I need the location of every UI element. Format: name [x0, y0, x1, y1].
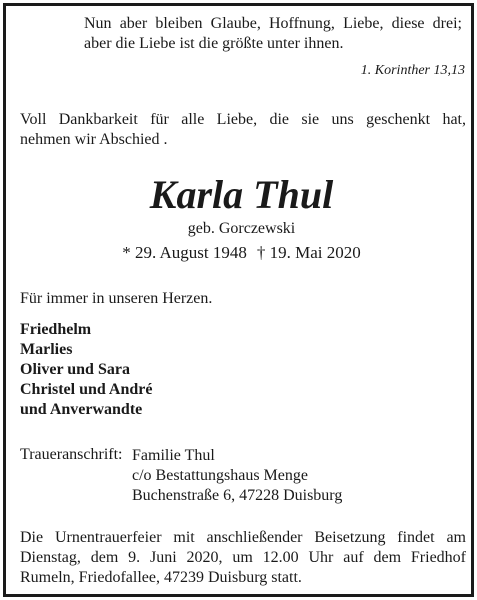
- life-dates: [6, 243, 477, 263]
- mourner-name: Friedhelm: [20, 321, 92, 338]
- mourning-address: [132, 446, 342, 506]
- deceased-name: Karla Thul: [149, 172, 334, 217]
- obituary-frame: [3, 3, 474, 597]
- intro-line: nehmen wir Abschied .: [20, 131, 168, 148]
- ceremony-line: Rumeln, Friedofallee, 47239 Duisburg statt.: [20, 569, 302, 586]
- motto-text: Für immer in unseren Herzen.: [20, 290, 213, 307]
- birth-date: * 29. August 1948: [122, 243, 247, 262]
- address-line: Familie Thul: [132, 447, 215, 464]
- intro-line: Voll Dankbarkeit für alle Liebe, die sie uns geschenkt hat,: [20, 111, 466, 128]
- address-line: c/o Bestattungshaus Menge: [132, 467, 308, 484]
- bible-quote: [84, 14, 462, 54]
- mourner-name: Christel und André: [20, 381, 153, 398]
- maiden-name: geb. Gorczewski: [187, 220, 296, 237]
- bible-citation: 1. Korinther 13,13: [360, 63, 465, 78]
- ceremony-text: [20, 528, 466, 588]
- mourner-name: und Anverwandte: [20, 401, 143, 418]
- intro-text: [20, 110, 466, 150]
- mourners-list: [20, 320, 152, 420]
- bible-quote-line: Nun aber bleiben Glaube, Hoffnung, Liebe, diese drei;: [84, 15, 462, 32]
- mourner-name: Oliver und Sara: [20, 361, 130, 378]
- ceremony-line: Dienstag, dem 9. Juni 2020, um 12.00 Uhr auf dem Friedhof: [20, 549, 466, 566]
- mourner-name: Marlies: [20, 341, 73, 358]
- bible-quote-line: aber die Liebe ist die größte unter ihnen.: [84, 35, 344, 52]
- mourning-address-label: Traueranschrift:: [20, 446, 123, 463]
- address-line: Buchenstraße 6, 47228 Duisburg: [132, 487, 343, 504]
- death-date: † 19. Mai 2020: [256, 243, 361, 262]
- ceremony-line: Die Urnentrauerfeier mit anschließender Beisetzung findet am: [20, 529, 466, 546]
